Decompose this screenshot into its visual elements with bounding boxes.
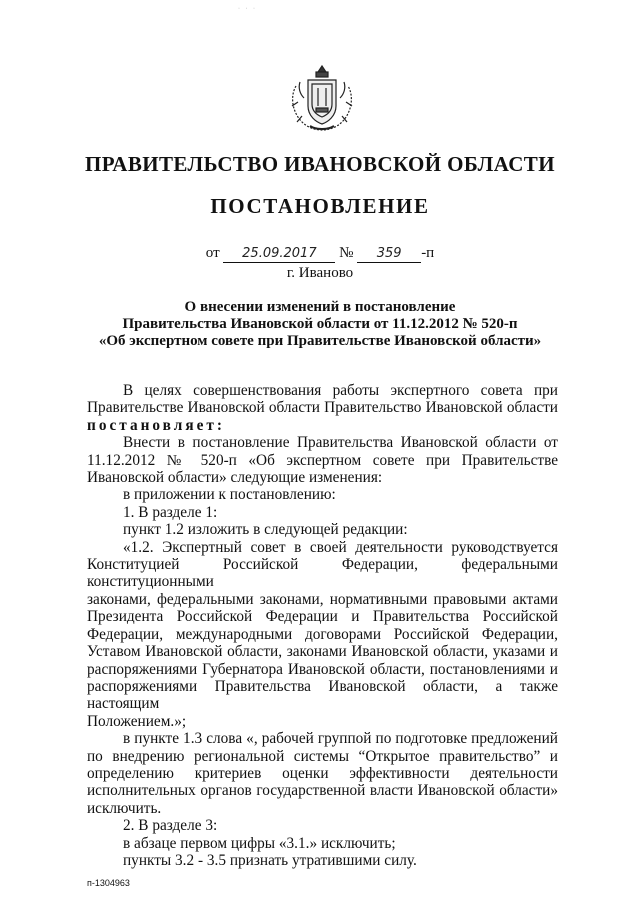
section-heading: 1. В разделе 1: xyxy=(123,503,218,521)
quote-line: законами, федеральными законами, нормативными правовыми актами xyxy=(87,590,558,608)
section-heading: 2. В разделе 3: xyxy=(123,817,218,835)
quote-line: «1.2. Экспертный совет в своей деятельности руководствуется xyxy=(123,538,558,556)
document-body xyxy=(87,382,558,869)
body-line: 11.12.2012 № 520-п «Об экспертном совете при Правительстве xyxy=(87,451,558,469)
body-line: в пункте 1.3 слова «, рабочей группой по подготовке предложений xyxy=(123,730,558,748)
handwritten-date: 25.09.2017 xyxy=(223,246,335,263)
document-code: п-1304963 xyxy=(87,878,130,888)
body-line: В целях совершенствования работы экспертного совета при xyxy=(123,382,558,399)
resolution-word: постановляет: xyxy=(87,416,225,434)
quote-line: распоряжениями Правительства Ивановской области, а также настоящим xyxy=(87,677,558,713)
body-line: определению критериев оценки эффективности деятельности xyxy=(87,764,558,782)
top-mark: · · · xyxy=(238,6,257,12)
number-label: № xyxy=(339,245,354,261)
document-subject xyxy=(0,299,640,350)
dateline xyxy=(0,245,640,263)
quote-line: Президента Российской Федерации и Правительства Российской xyxy=(87,608,558,626)
coat-of-arms-emblem xyxy=(288,62,356,134)
body-line: в приложении к постановлению: xyxy=(123,486,336,504)
body-line: Внести в постановление Правительства Ивановской области от xyxy=(123,434,558,452)
date-prefix: от xyxy=(205,245,220,261)
body-line: Правительстве Ивановской области Правительство Ивановской области xyxy=(87,399,558,417)
body-line: пункты 3.2 - 3.5 признать утратившими силу. xyxy=(123,851,417,869)
body-line: по внедрению региональной системы “Открытое правительство” и xyxy=(87,747,558,765)
quote-line: Конституцией Российской Федерации, федеральными конституционными xyxy=(87,556,558,591)
body-line: исключить. xyxy=(87,799,162,817)
number-suffix: -п xyxy=(421,245,435,261)
subject-line: «Об экспертном совете при Правительстве Ивановской области» xyxy=(98,333,542,349)
government-title: ПРАВИТЕЛЬСТВО ИВАНОВСКОЙ ОБЛАСТИ xyxy=(85,152,555,176)
quote-line: Федерации, международными договорами Российской Федерации, xyxy=(87,625,558,643)
document-type: ПОСТАНОВЛЕНИЕ xyxy=(210,194,430,218)
subject-line: О внесении изменений в постановление xyxy=(184,299,456,315)
body-line: исполнительных органов государственной власти Ивановской области» xyxy=(87,782,558,800)
quote-line: Положением.»; xyxy=(87,712,187,730)
body-line: пункт 1.2 изложить в следующей редакции: xyxy=(123,521,408,539)
handwritten-number: 359 xyxy=(357,246,421,263)
quote-line: распоряжениями Губернатора Ивановской области, постановлениями и xyxy=(87,660,558,678)
subject-line: Правительства Ивановской области от 11.12.2012 № 520-п xyxy=(122,316,518,332)
body-line: Ивановской области» следующие изменения: xyxy=(87,469,383,487)
quote-line: Уставом Ивановской области, законами Ивановской области, указами и xyxy=(87,643,558,661)
body-line: в абзаце первом цифры «3.1.» исключить; xyxy=(123,834,396,852)
city: г. Иваново xyxy=(286,265,354,281)
